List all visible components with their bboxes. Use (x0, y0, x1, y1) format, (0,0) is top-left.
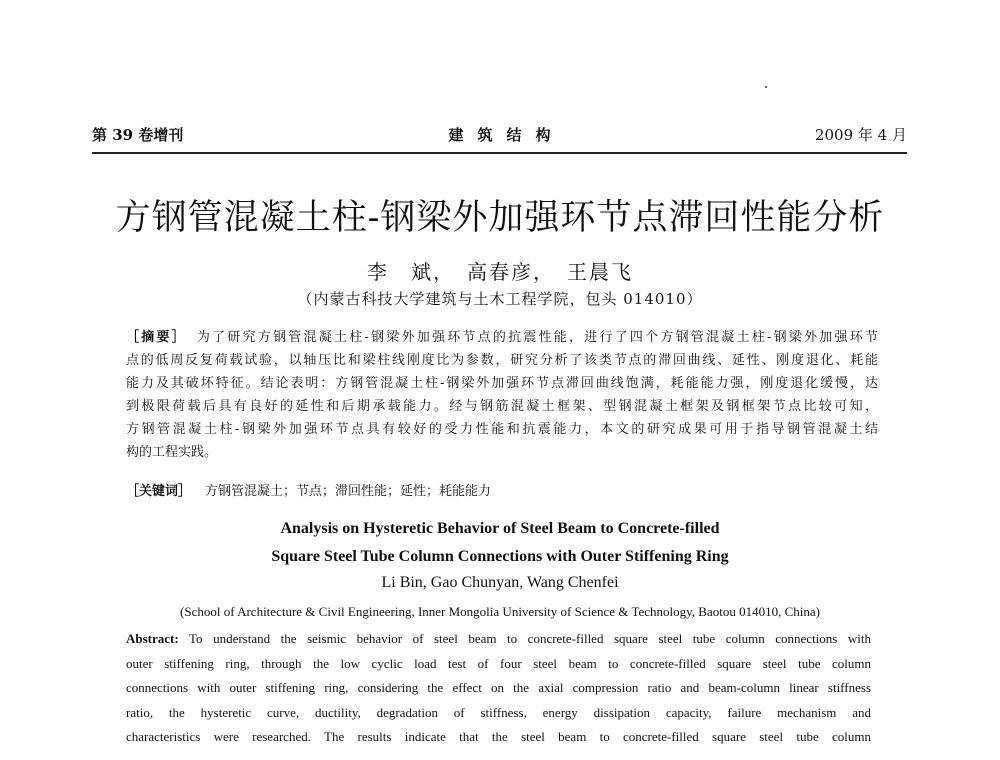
abstract-en-line: Abstract: To understand the seismic behavior of steel beam to concrete-filled square steel tube column connections with (126, 631, 871, 646)
abstract-en-line: outer stiffening ring, through the low cyclic load test of four steel beam to concrete-filled square steel tube column (126, 655, 871, 671)
english-affiliation: (School of Architecture & Civil Engineering, Inner Mongolia University of Science & Technology, Baotou 014010, China) (180, 604, 820, 619)
keywords-cn-text: 方钢管混凝土；节点；滞回性能；延性；耗能能力 (205, 484, 492, 499)
paper-affiliation: （内蒙古科技大学建筑与土木工程学院，包头 014010） (297, 290, 703, 308)
abstract-cn-line: 到极限荷载后具有良好的延性和后期承载能力。经与钢筋混凝土框架、型钢混凝土框架及钢框架节点比较可知， (126, 399, 878, 414)
journal-date: 2009 年 4 月 (814, 126, 907, 144)
abstract-cn-line: ［摘要］ 为了研究方钢管混凝土柱-钢梁外加强环节点的抗震性能，进行了四个方钢管混凝土柱-钢梁外加强环节 (126, 330, 878, 345)
journal-header (92, 124, 907, 146)
abstract-en-label: Abstract: (126, 631, 179, 646)
stray-dot (765, 86, 767, 88)
abstract-cn-label: ［摘要］ (126, 330, 187, 345)
abstract-cn-line: 构的工程实践。 (126, 445, 218, 460)
english-title-line-1: Analysis on Hysteretic Behavior of Steel Beam to Concrete-filled (280, 520, 720, 537)
english-title-line-2: Square Steel Tube Column Connections with Outer Stiffening Ring (271, 548, 729, 565)
header-rule (92, 152, 907, 154)
paper-title: 方钢管混凝土柱-钢梁外加强环节点滞回性能分析 (115, 198, 885, 238)
abstract-en-line: characteristics were researched. The results indicate that the steel beam to concrete-filled square steel tube column (126, 729, 871, 744)
abstract-en (126, 627, 871, 750)
abstract-cn-line: 点的低周反复荷载试验，以轴压比和梁柱线刚度比为参数，研究分析了该类节点的滞回曲线、延性、刚度退化、耗能 (126, 353, 878, 368)
english-authors: Li Bin, Gao Chunyan, Wang Chenfei (381, 574, 619, 591)
paper-authors: 李 斌， 高春彦， 王晨飞 (367, 260, 633, 284)
journal-name: 建筑结构 (448, 126, 565, 144)
keywords-cn (126, 480, 878, 499)
abstract-cn-line: 能力及其破坏特征。结论表明：方钢管混凝土柱-钢梁外加强环节点滞回曲线饱满，耗能能力强，刚度退化缓慢，达 (126, 376, 878, 391)
abstract-en-line: ratio, the hysteretic curve, ductility, degradation of stiffness, energy dissipation capacity, failure mechanism and (126, 704, 871, 720)
abstract-cn-line: 方钢管混凝土柱-钢梁外加强环节点具有较好的受力性能和抗震能力，本文的研究成果可用于指导钢管混凝土结 (126, 422, 878, 437)
keywords-cn-label: ［关键词］ (126, 484, 192, 499)
abstract-cn (126, 326, 878, 464)
journal-volume: 第 39 卷增刊 (92, 126, 184, 144)
abstract-en-line: connections with outer stiffening ring, considering the effect on the axial compression ratio and beam-column linear stiffness (126, 680, 871, 695)
